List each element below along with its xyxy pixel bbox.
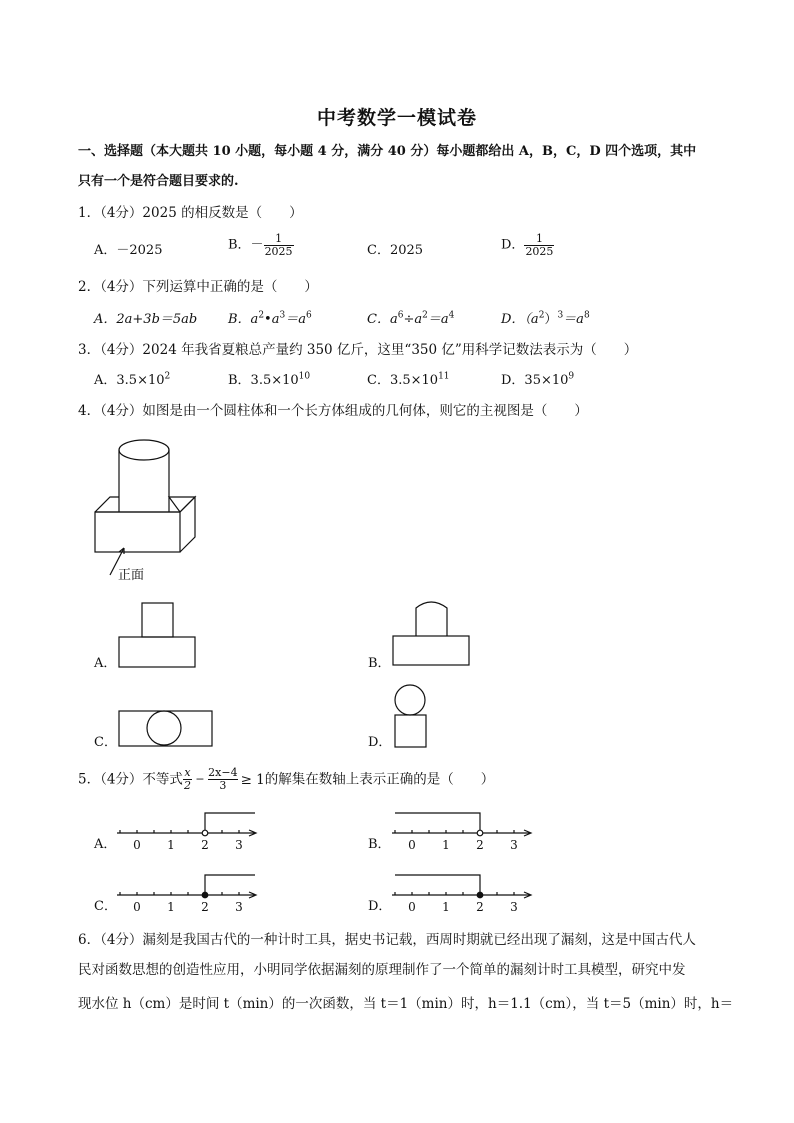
q5-relation: ≥ 1: [240, 771, 265, 788]
q2-d-exp2: 3: [557, 310, 564, 321]
q5-option-a-number-line: [115, 805, 265, 855]
q3-option-c: [367, 372, 450, 390]
q2-option-a: A．2a+3b＝5ab: [94, 312, 198, 327]
closed-endpoint: [202, 892, 208, 898]
q5-frac2-numerator: 2x−4: [208, 766, 238, 779]
q5-fraction-2: [208, 767, 237, 792]
question-6-line1: 6．（4分）漏刻是我国古代的一种计时工具，据史书记载，西周时期就已经出现了漏刻，这是中国古代人: [78, 932, 696, 948]
q4a-top-rect: [142, 603, 173, 637]
q2-b-eq: ＝a: [285, 312, 306, 327]
q2-option-b: [228, 311, 312, 329]
q5-option-c-number-line: [115, 867, 265, 917]
open-endpoint: [202, 830, 208, 836]
tick-label-1: 1: [167, 900, 175, 914]
q5-frac1-numerator: x: [184, 766, 191, 779]
question-3-stem: 3．（4分）2024 年我省夏粮总产量约 350 亿斤，这里“350 亿”用科学记数法表示为（ ）: [78, 342, 638, 358]
q2-option-c: [367, 311, 454, 329]
tick-label-0: 0: [408, 838, 416, 852]
question-2-stem: 2．（4分）下列运算中正确的是（ ）: [78, 279, 318, 295]
box-side-face: [180, 497, 195, 552]
solution-bracket: [205, 875, 255, 892]
q1-option-a: A．－2025: [94, 243, 163, 258]
q1-option-b-fraction: [264, 233, 294, 258]
tick-label-3: 3: [510, 900, 518, 914]
q3-d-base: D．35×10: [501, 373, 569, 388]
q2-b-exp1: 2: [258, 310, 265, 321]
tick-label-0: 0: [408, 900, 416, 914]
q3-a-base: A．3.5×10: [94, 373, 165, 388]
tick-label-2: 2: [201, 838, 209, 852]
page-title: 中考数学一模试卷: [316, 107, 477, 129]
q2-c-mid: ÷a: [403, 312, 423, 327]
tick-label-3: 3: [235, 838, 243, 852]
closed-endpoint: [477, 892, 483, 898]
question-4-stem: 4．（4分）如图是由一个圆柱体和一个长方体组成的几何体，则它的主视图是（ ）: [78, 403, 588, 419]
q2-c-eq: ＝a: [427, 312, 449, 327]
tick-label-1: 1: [442, 900, 450, 914]
q4-option-c-label: C．: [94, 735, 117, 750]
q1-option-d: [501, 233, 554, 258]
q1-b-denominator: 2025: [264, 245, 293, 258]
q5-stem-suffix: 的解集在数轴上表示正确的是（ ）: [264, 771, 495, 788]
q5-option-d-number-line: [390, 867, 540, 917]
q4-option-c-figure: [118, 710, 214, 748]
q1-option-c: C．2025: [367, 243, 424, 258]
q5-frac2-denominator: 3: [208, 779, 237, 792]
q2-d-base: D．（a: [501, 312, 539, 327]
q4-option-d-label: D．: [368, 735, 392, 750]
q3-d-exp: 9: [568, 371, 575, 382]
q3-option-b: [228, 372, 310, 390]
q1-option-b-prefix: B．－: [228, 237, 264, 253]
q1-option-d-fraction: [524, 233, 554, 258]
q5-option-b-number-line: [390, 805, 540, 855]
q4-option-a-figure: [118, 602, 198, 670]
tick-label-3: 3: [510, 838, 518, 852]
q4b-arched-top: [416, 602, 447, 636]
q2-b-mid: •a: [264, 312, 280, 327]
cylinder-top: [119, 440, 169, 460]
q1-option-d-prefix: D．: [501, 237, 525, 253]
tick-label-2: 2: [476, 838, 484, 852]
solution-bracket: [395, 875, 480, 892]
tick-label-1: 1: [442, 838, 450, 852]
q4-option-b-figure: [392, 598, 472, 670]
q3-option-a: [94, 372, 170, 390]
box-top-back: [95, 497, 195, 512]
section-heading-line2: 只有一个是符合题目要求的.: [78, 174, 239, 189]
q2-option-d: [501, 311, 590, 329]
q4-option-b-label: B．: [368, 656, 391, 671]
q1-d-numerator: 1: [535, 232, 543, 245]
tick-label-3: 3: [235, 900, 243, 914]
q3-a-exp: 2: [164, 371, 171, 382]
q4c-rect: [119, 711, 212, 746]
q2-b-exp2: 3: [279, 310, 286, 321]
q4-solid-figure: [90, 432, 200, 587]
question-1-stem: 1．（4分）2025 的相反数是（ ）: [78, 205, 303, 221]
q5-fraction-1: [183, 767, 192, 792]
tick-label-1: 1: [167, 838, 175, 852]
q2-c-exp2: 2: [422, 310, 428, 321]
q2-c-exp3: 4: [448, 310, 455, 321]
q5-option-d-label: D．: [368, 899, 392, 914]
q5-frac1-denominator: 2: [183, 779, 191, 792]
q3-c-base: C．3.5×10: [367, 373, 439, 388]
q4-option-a-label: A．: [94, 656, 117, 671]
q4-front-label: 正面: [118, 568, 145, 583]
solution-bracket: [205, 813, 255, 830]
tick-label-0: 0: [133, 838, 141, 852]
open-endpoint: [477, 830, 483, 836]
q3-b-exp: 10: [298, 371, 311, 382]
q1-b-numerator: 1: [275, 232, 283, 245]
tick-label-2: 2: [201, 900, 209, 914]
q5-option-b-label: B．: [368, 837, 391, 852]
tick-label-2: 2: [476, 900, 484, 914]
q2-b-base: B．a: [228, 312, 259, 327]
q3-option-d: [501, 372, 574, 390]
q4c-circle: [147, 711, 181, 745]
q4d-circle: [395, 685, 425, 715]
solution-bracket: [395, 813, 480, 830]
q4-option-d-figure: [393, 684, 429, 750]
q1-d-denominator: 2025: [525, 245, 554, 258]
q4b-bottom-rect: [393, 636, 469, 665]
section-heading-line1: 一、选择题（本大题共 10 小题，每小题 4 分，满分 40 分）每小题都给出 A，B，C，D 四个选项，其中: [78, 144, 697, 159]
q3-b-base: B．3.5×10: [228, 373, 299, 388]
q4a-bottom-rect: [119, 637, 195, 667]
question-6-line2: 民对函数思想的创造性应用，小明同学依据漏刻的原理制作了一个简单的漏刻计时工具模型，研究中发: [78, 962, 686, 978]
q4d-square: [395, 715, 426, 747]
q2-c-exp1: 6: [397, 310, 404, 321]
box-front-face: [95, 512, 180, 552]
q5-stem-prefix: 5．（4分）不等式: [78, 771, 183, 788]
q3-c-exp: 11: [438, 371, 450, 382]
question-6-line3: 现水位 h（cm）是时间 t（min）的一次函数，当 t＝1（min）时，h＝1.1（cm），当 t＝5（min）时，h＝: [78, 996, 734, 1012]
q2-b-exp3: 6: [305, 310, 312, 321]
q2-d-eq: ＝a: [563, 312, 584, 327]
q2-d-exp3: 8: [583, 310, 590, 321]
q2-d-exp1: 2: [538, 310, 545, 321]
q1-option-b: [228, 233, 294, 258]
question-5-stem: 5．（4分）不等式 $\frac{x}{2}$ − $\frac{2x-4}{3}$ ≥ 1的解集在数轴上表示正确的是（ ）: [78, 766, 495, 792]
q5-option-a-label: A．: [94, 837, 117, 852]
q2-c-base: C．a: [367, 312, 398, 327]
q2-d-mid: ）: [544, 312, 558, 327]
tick-label-0: 0: [133, 900, 141, 914]
q5-option-c-label: C．: [94, 899, 117, 914]
